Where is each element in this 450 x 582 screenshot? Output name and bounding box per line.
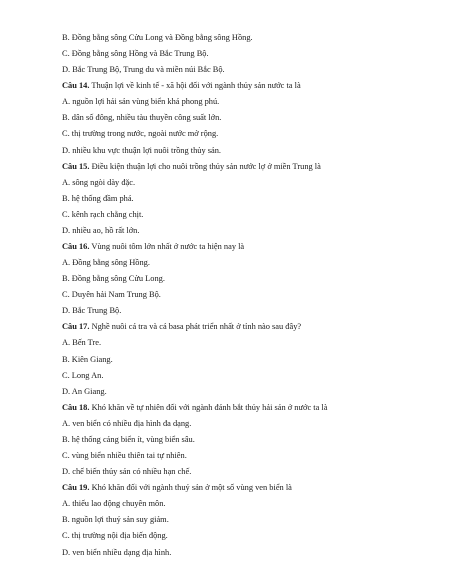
answer-option: C. Duyên hải Nam Trung Bộ.: [62, 290, 161, 300]
question-text: Khó khăn về tự nhiên đối với ngành đánh bắt thủy hải sản ở nước ta là: [89, 402, 328, 412]
answer-option: C. thị trường trong nước, ngoài nước mở rộng.: [62, 129, 219, 139]
question-stem: [62, 400, 432, 416]
answer-option: B. hệ thống cảng biển ít, vùng biển sâu.: [62, 434, 195, 444]
question-number: Câu 16.: [62, 242, 90, 252]
question-list: [62, 30, 432, 561]
question-number: Câu 19.: [62, 483, 90, 493]
question-stem: [62, 480, 432, 496]
answer-option: D. ven biển nhiều dạng địa hình.: [62, 547, 172, 557]
question-text: Điều kiện thuận lợi cho nuôi trồng thủy sản nước lợ ở miền Trung là: [89, 161, 321, 171]
answer-option: B. Đồng bằng sông Cửu Long.: [62, 274, 165, 284]
answer-option: A. Đồng bằng sông Hồng.: [62, 258, 150, 268]
answer-option: B. hệ thống đầm phá.: [62, 193, 134, 203]
answer-option: B. Kiên Giang.: [62, 354, 113, 364]
answer-option: B. Đồng bằng sông Cửu Long và Đồng bằng sông Hồng.: [62, 33, 253, 42]
answer-option: D. nhiều khu vực thuận lợi nuôi trồng thủy sản.: [62, 145, 222, 155]
question-text: Vùng nuôi tôm lớn nhất ở nước ta hiện nay là: [89, 242, 245, 252]
answer-option: D. Bắc Trung Bộ.: [62, 306, 122, 316]
answer-option: C. Đồng bằng sông Hồng và Bắc Trung Bộ.: [62, 49, 209, 59]
question-stem: [62, 78, 432, 94]
answer-option: A. ven biển có nhiều địa hình đa dạng.: [62, 418, 192, 428]
answer-option: D. chế biến thủy sản có nhiều hạn chế.: [62, 467, 192, 477]
answer-option: A. thiếu lao động chuyên môn.: [62, 499, 166, 509]
question-number: Câu 17.: [62, 322, 90, 332]
answer-option: C. Long An.: [62, 370, 104, 380]
answer-option: A. Bến Tre.: [62, 338, 102, 348]
answer-option: D. Bắc Trung Bộ, Trung du và miền núi Bắc Bộ.: [62, 65, 225, 75]
answer-option: B. nguồn lợi thuỷ sản suy giảm.: [62, 515, 169, 525]
answer-option: C. thị trường nội địa biến động.: [62, 531, 168, 541]
question-number: Câu 18.: [62, 402, 90, 412]
answer-option: A. sông ngòi dày đặc.: [62, 177, 136, 187]
question-stem: [62, 319, 432, 335]
question-stem: [62, 159, 432, 175]
answer-option: D. An Giang.: [62, 386, 107, 396]
question-stem: [62, 239, 432, 255]
answer-option: D. nhiều ao, hồ rất lớn.: [62, 225, 140, 235]
answer-option: C. kênh rạch chằng chịt.: [62, 209, 144, 219]
answer-option: A. nguồn lợi hải sản vùng biển khá phong phú.: [62, 97, 220, 107]
question-number: Câu 15.: [62, 161, 90, 171]
question-text: Nghề nuôi cá tra và cá basa phát triển nhất ở tỉnh nào sau đây?: [89, 322, 302, 332]
question-number: Câu 14.: [62, 81, 90, 91]
question-text: Thuận lợi về kinh tế - xã hội đối với ngành thủy sản nước ta là: [89, 81, 301, 91]
answer-option: C. vùng biển nhiều thiên tai tự nhiên.: [62, 451, 187, 461]
answer-option: B. dân số đông, nhiều tàu thuyền công suất lớn.: [62, 113, 222, 123]
question-text: Khó khăn đối với ngành thuỷ sản ở một số vùng ven biển là: [89, 483, 292, 493]
